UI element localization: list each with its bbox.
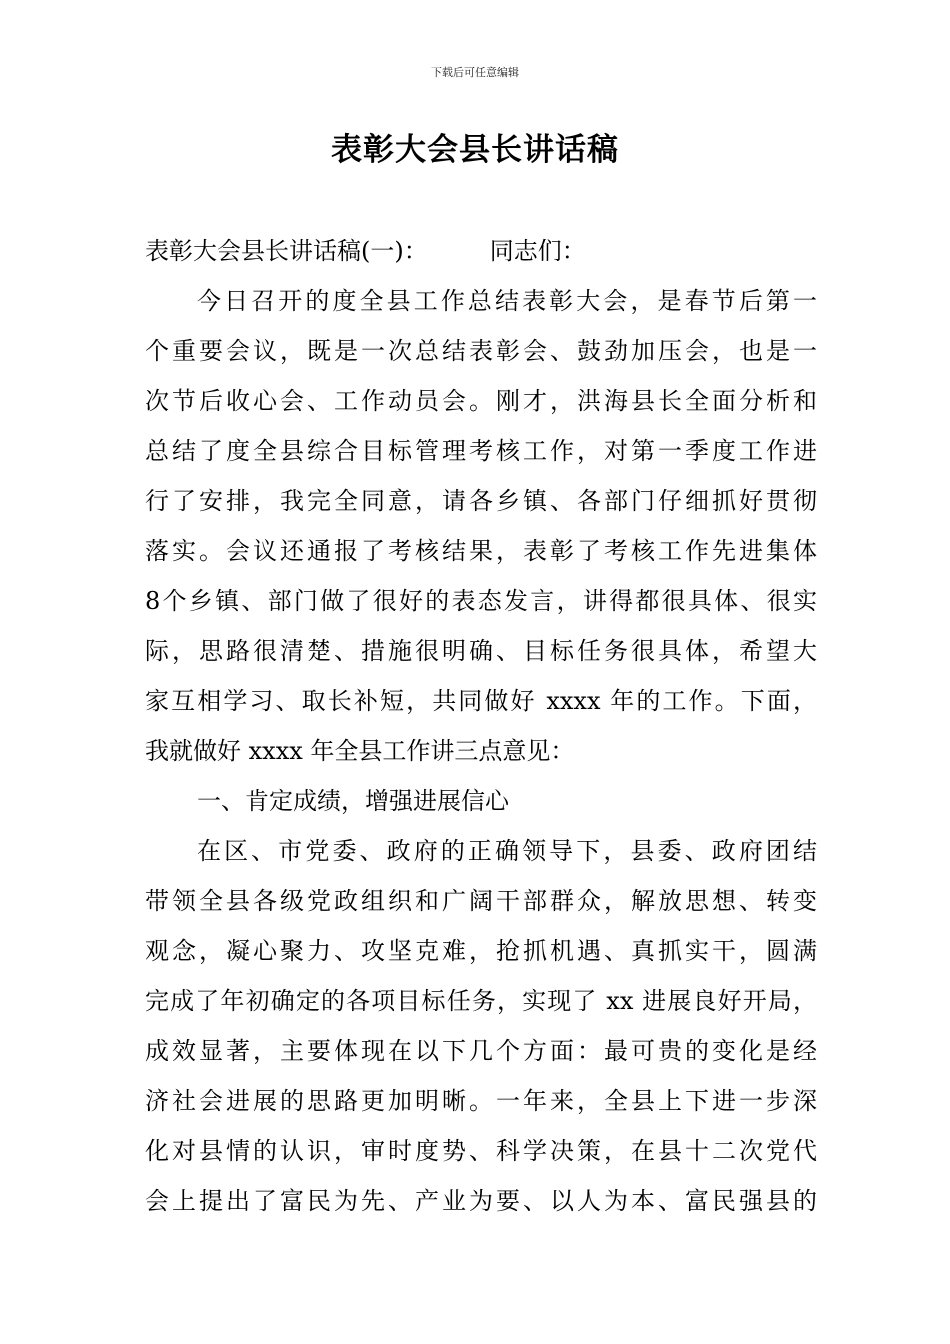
paragraph-line: 落实。会议还通报了考核结果，表彰了考核工作先进集体: [145, 537, 817, 565]
paragraph-line: 带领全县各级党政组织和广阔干部群众，解放思想、转变: [145, 887, 817, 915]
paragraph-line: 际，思路很清楚、措施很明确、目标任务很具体，希望大: [145, 637, 817, 665]
paragraph-line: 次节后收心会、工作动员会。刚才，洪海县长全面分析和: [145, 387, 817, 415]
greeting: 同志们：: [489, 237, 586, 265]
paragraph-line: 成效显著，主要体现在以下几个方面：最可贵的变化是经: [145, 1037, 817, 1065]
paragraph-line: 济社会进展的思路更加明晰。一年来，全县上下进一步深: [145, 1087, 817, 1115]
section-heading: 一、肯定成绩，增强进展信心: [197, 787, 509, 815]
paragraph-line: 家互相学习、取长补短，共同做好 xxxx 年的工作。下面，: [145, 687, 817, 715]
paragraph-line: 总结了度全县综合目标管理考核工作，对第一季度工作进: [145, 437, 817, 465]
intro-label: 表彰大会县长讲话稿(一)：: [145, 237, 428, 265]
paragraph-line: 今日召开的度全县工作总结表彰大会，是春节后第一: [197, 287, 817, 315]
paragraph-line: 8个乡镇、部门做了很好的表态发言，讲得都很具体、很实: [145, 587, 817, 615]
paragraph-line: 完成了年初确定的各项目标任务，实现了 xx 进展良好开局，: [145, 987, 817, 1015]
document-title: 表彰大会县长讲话稿: [331, 132, 619, 168]
paragraph-line: 化对县情的认识，审时度势、科学决策，在县十二次党代: [145, 1137, 817, 1165]
paragraph-line: 个重要会议，既是一次总结表彰会、鼓劲加压会，也是一: [145, 337, 817, 365]
document-body: [145, 226, 817, 1226]
intro-line: [145, 226, 817, 276]
header-note: 下载后可任意编辑: [431, 66, 519, 79]
paragraph-line: 会上提出了富民为先、产业为要、以人为本、富民强县的: [145, 1187, 817, 1215]
paragraph-line: 在区、市党委、政府的正确领导下，县委、政府团结: [197, 837, 817, 865]
paragraph-line: 行了安排，我完全同意，请各乡镇、各部门仔细抓好贯彻: [145, 487, 817, 515]
paragraph-line: 观念，凝心聚力、攻坚克难，抢抓机遇、真抓实干，圆满: [145, 937, 817, 965]
paragraph-line: 我就做好 xxxx 年全县工作讲三点意见：: [145, 737, 575, 765]
